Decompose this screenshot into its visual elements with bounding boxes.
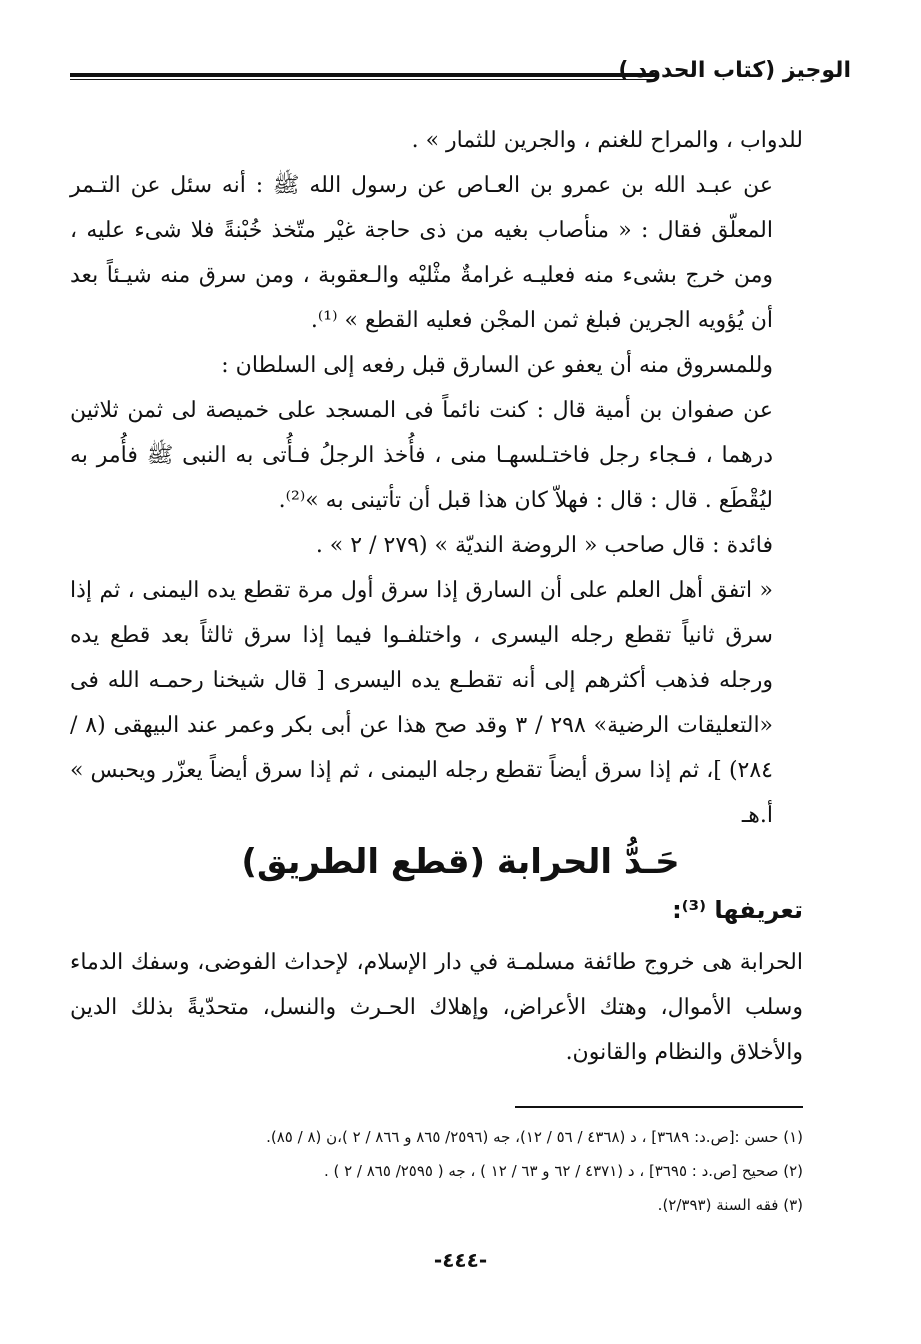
paragraph: وللمسروق منه أن يعفو عن السارق قبل رفعه إلى السلطان : xyxy=(221,353,773,378)
footnote: (٢) صحيح [ص.د : ٣٦٩٥] ، د (٤٣٧١ / ٦٢ و ٦٣ / ١٢ ) ، جه ( ٢٥٩٥/ ٨٦٥ / ٢ ) . xyxy=(323,1162,803,1180)
paragraph: عن عبـد الله بن عمرو بن العـاص عن رسول الله ﷺ : أنه سئل عن التـمر المعلّق فقال : « منأصاب بغيه من ذى حاجة غيْر متّخذ خُبْنةً فلا شىء عليه ، ومن خرج بشىء منه فعليـه غرامةٌ مثْليْه والـعقوبة ، ومن سرق منه شيـئاً بعد أن يُؤويه الجرين فبلغ ثمن المجْن فعليه القطع » ⁽¹⁾. xyxy=(70,173,773,333)
main-text xyxy=(70,118,803,838)
paragraph: فائدة : قال صاحب « الروضة النديّة » (٢٧٩ / ٢ » . xyxy=(315,533,773,558)
section-title: حَـدُّ الحرابة (قطع الطريق) xyxy=(241,842,680,882)
header-rule xyxy=(70,73,656,80)
paragraph: عن صفوان بن أمية قال : كنت نائماً فى المسجد على خميصة لى ثمن ثلاثين درهما ، فـجاء رجل فاختـلسهـا منى ، فأُخذ الرجلُ فـأُتى به النبى ﷺ فأُمر به ليُقْطَع . قال : قال : فهلاّ كان هذا قبل أن تأتينى به »⁽²⁾. xyxy=(70,398,773,513)
definition-paragraph: الحرابة هى خروج طائفة مسلمـة في دار الإسلام، لإحداث الفوضى، وسفك الدماء وسلب الأموال، وهتك الأعراض، وإهلاك الحـرث والنسل، متحدّيةً بذلك الدين والأخلاق والنظام والقانون. xyxy=(70,950,803,1065)
paragraph: للدواب ، والمراح للغنم ، والجرين للثمار » . xyxy=(411,128,803,153)
footnote: (١) حسن :[ص.د: ٣٦٨٩] ، د (٤٣٦٨ / ٥٦ / ١٢)، جه (٢٥٩٦/ ٨٦٥ و ٨٦٦ / ٢ )،ن (٨ / ٨٥). xyxy=(266,1128,803,1146)
footnotes xyxy=(70,1120,803,1222)
footnote-rule xyxy=(515,1106,803,1108)
footnote: (٣) فقه السنة (٢/٣٩٣). xyxy=(657,1196,803,1214)
page-number: -٤٤٤- xyxy=(433,1248,488,1272)
running-header xyxy=(70,58,851,92)
running-header-title: الوجيز (كتاب الحدود ) xyxy=(618,58,851,83)
paragraph: « اتفق أهل العلم على أن السارق إذا سرق أول مرة تقطع يده اليمنى ، ثم إذا سرق ثانياً تقطع رجله اليسرى ، واختلفـوا فيما إذا سرق ثالثاً بعد قطع يده ورجله فذهب أكثرهم إلى أنه تقطـع يده اليسرى [ قال شيخنا رحمـه الله فى «التعليقات الرضية» ٢٩٨ / ٣ وقد صح هذا عن أبى بكر وعمر عند البيهقى (٨ / ٢٨٤) ]، ثم إذا سرق أيضاً تقطع رجله اليمنى ، ثم إذا سرق أيضاً يعزّر ويحبس » أ.هـ xyxy=(70,578,774,828)
definition-text xyxy=(70,940,803,1075)
subheading: تعريفها ⁽³⁾: xyxy=(672,896,803,924)
